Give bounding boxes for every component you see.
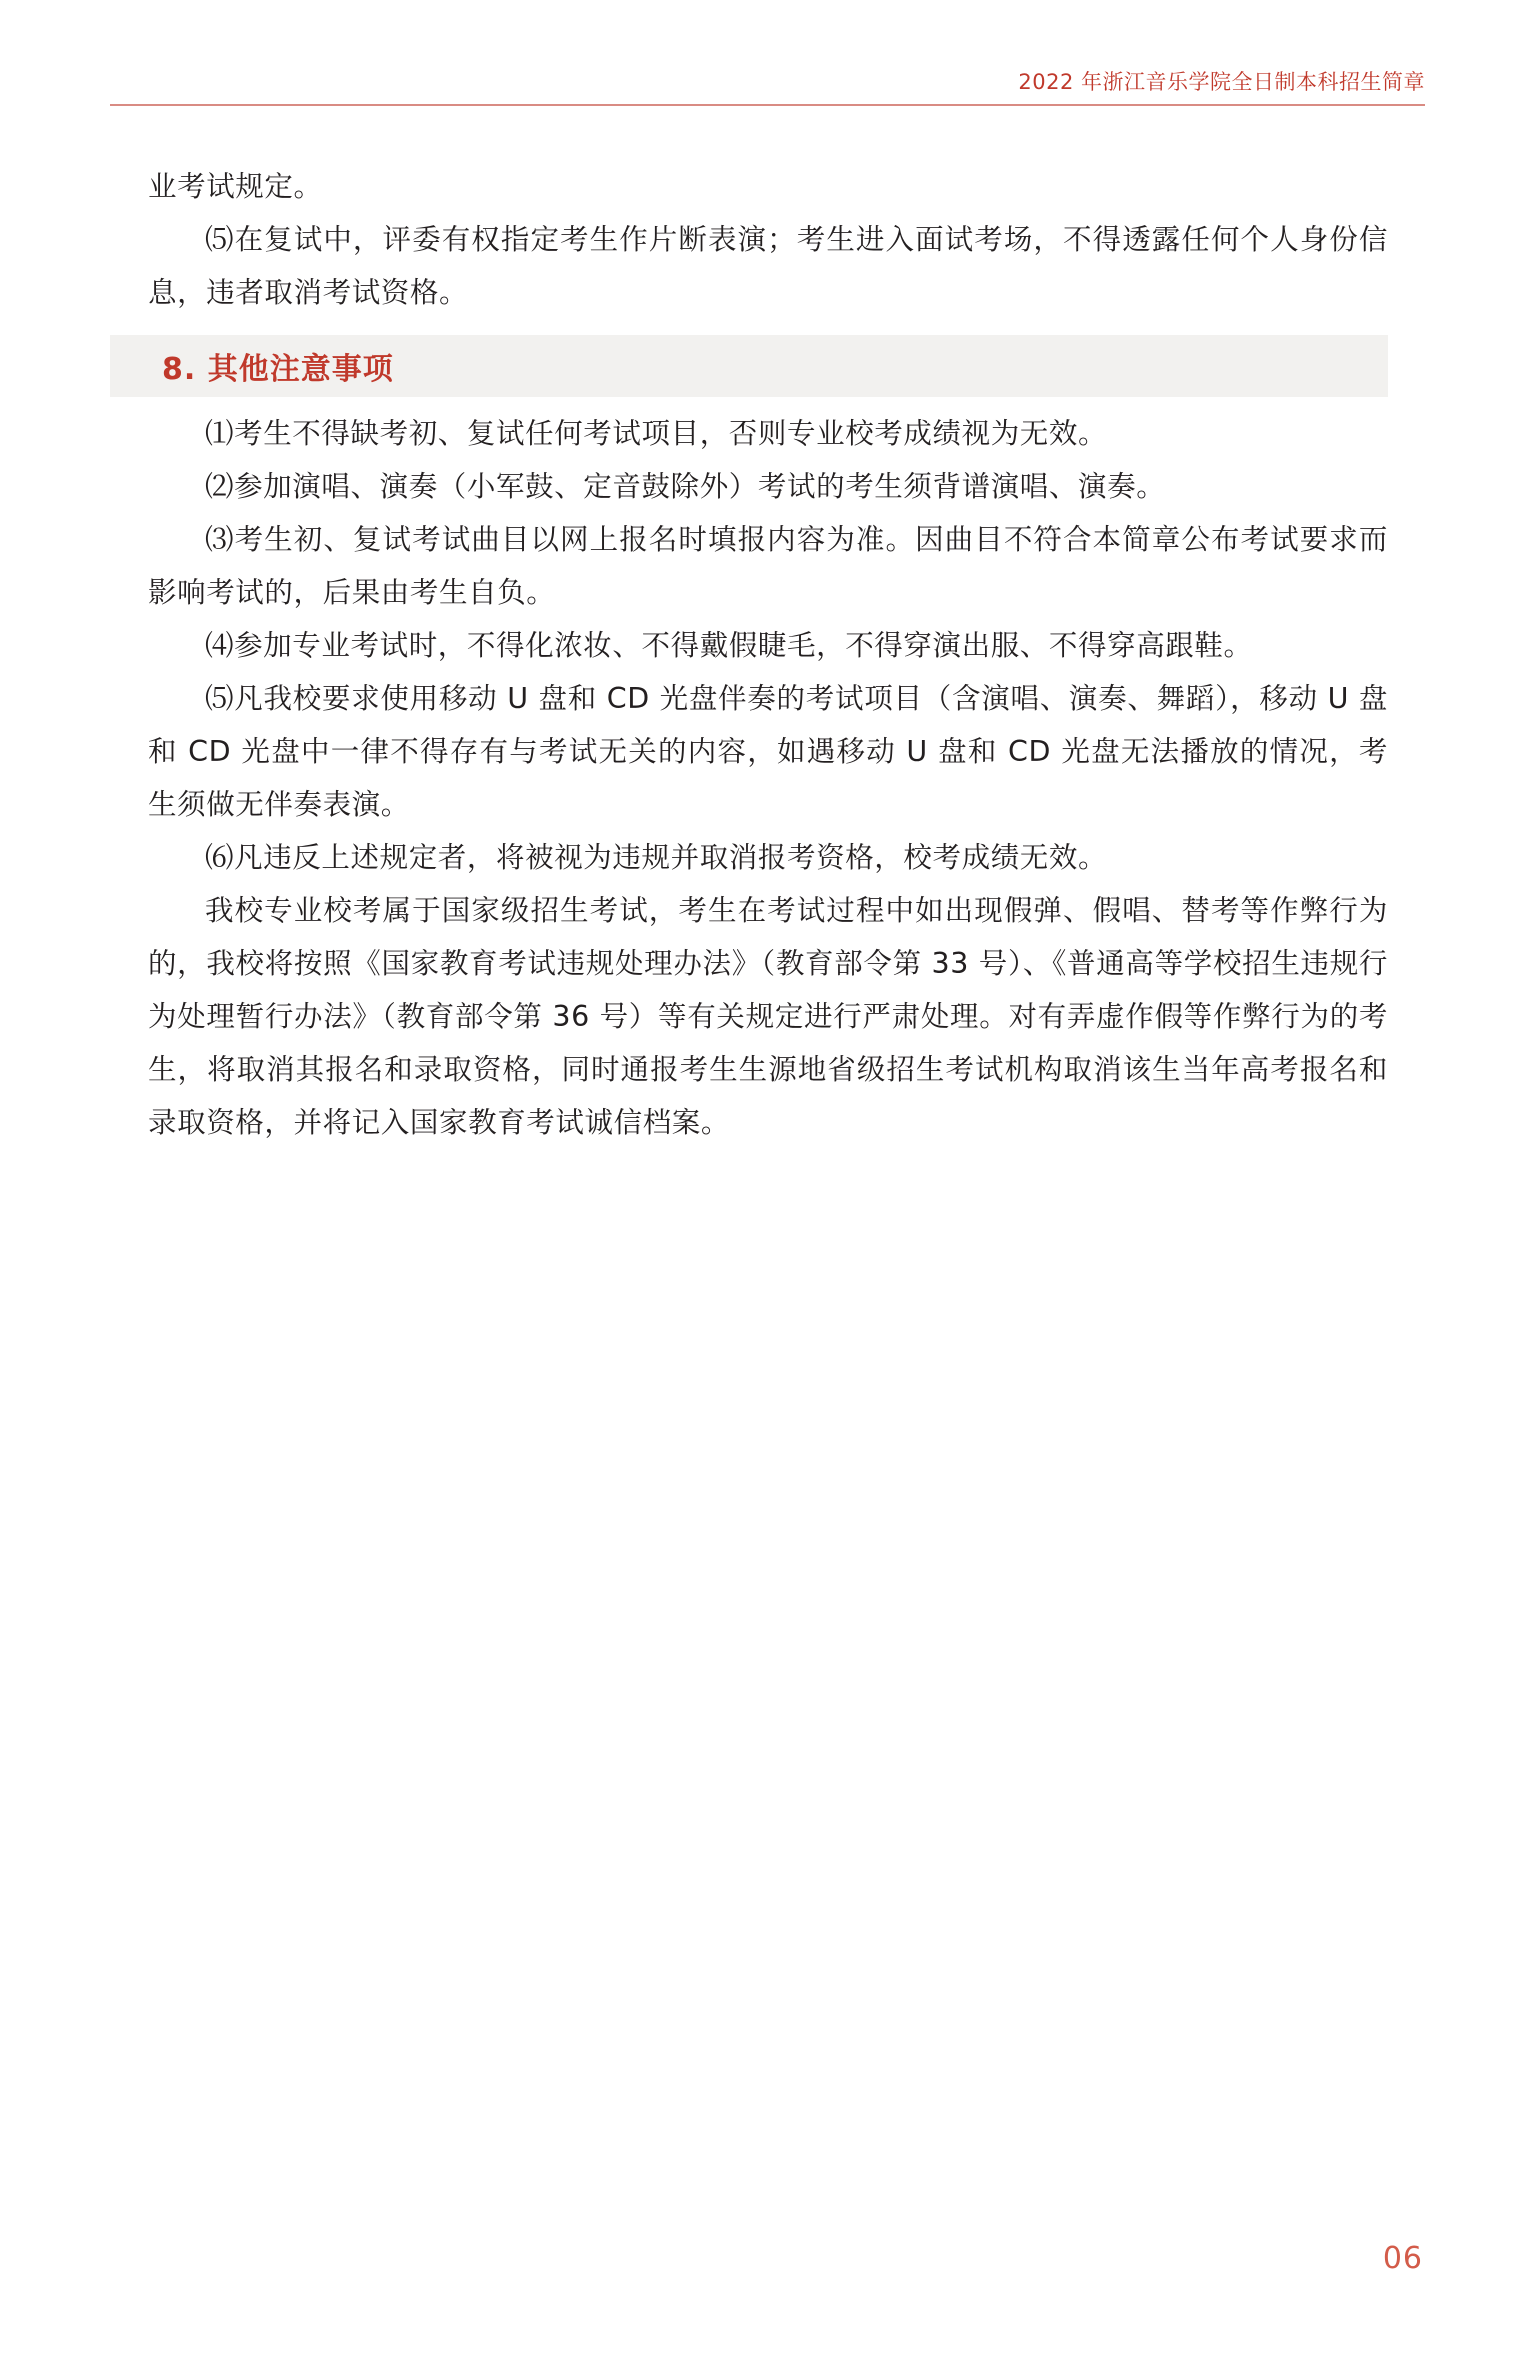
list-item: ⑵参加演唱、演奏（小军鼓、定音鼓除外）考试的考生须背谱演唱、演奏。 (205, 470, 1166, 503)
paragraph-item-5-prev-section: ⑸在复试中，评委有权指定考生作片断表演；考生进入面试考场，不得透露任何个人身份信息，违者取消考试资格。 (148, 223, 1388, 309)
list-item: ⑶考生初、复试考试曲目以网上报名时填报内容为准。因曲目不符合本简章公布考试要求而影响考试的，后果由考生自负。 (148, 523, 1388, 609)
header-title: 2022 年浙江音乐学院全日制本科招生简章 (1018, 70, 1425, 94)
closing-paragraph: 我校专业校考属于国家级招生考试，考生在考试过程中如出现假弹、假唱、替考等作弊行为的，我校将按照《国家教育考试违规处理办法》（教育部令第 33 号）、《普通高等学校招生违规行为处理暂行办法》（教育部令第 36 号）等有关规定进行严肃处理。对有弄虚作假等作弊行为的考生，将取消其报名和录取资格，同时通报考生生源地省级招生考试机构取消该生当年高考报名和录取资格，并将记入国家教育考试诚信档案。 (148, 894, 1388, 1139)
list-item: ⑷参加专业考试时，不得化浓妆、不得戴假睫毛，不得穿演出服、不得穿高跟鞋。 (205, 629, 1253, 662)
page-header (110, 66, 1425, 114)
list-item: ⑸凡我校要求使用移动 U 盘和 CD 光盘伴奏的考试项目（含演唱、演奏、舞蹈），移动 U 盘和 CD 光盘中一律不得存有与考试无关的内容，如遇移动 U 盘和 CD 光盘无法播放的情况，考生须做无伴奏表演。 (148, 682, 1388, 821)
paragraph-continuation: 业考试规定。 (148, 170, 323, 203)
list-item: ⑴考生不得缺考初、复试任何考试项目，否则专业校考成绩视为无效。 (205, 417, 1108, 450)
page-content (148, 160, 1388, 1149)
header-divider (110, 104, 1425, 106)
list-item: ⑹凡违反上述规定者，将被视为违规并取消报考资格，校考成绩无效。 (205, 841, 1108, 874)
section-title: 8. 其他注意事项 (162, 352, 394, 387)
page-number: 06 (1382, 2241, 1423, 2276)
section-heading-band (110, 335, 1388, 397)
